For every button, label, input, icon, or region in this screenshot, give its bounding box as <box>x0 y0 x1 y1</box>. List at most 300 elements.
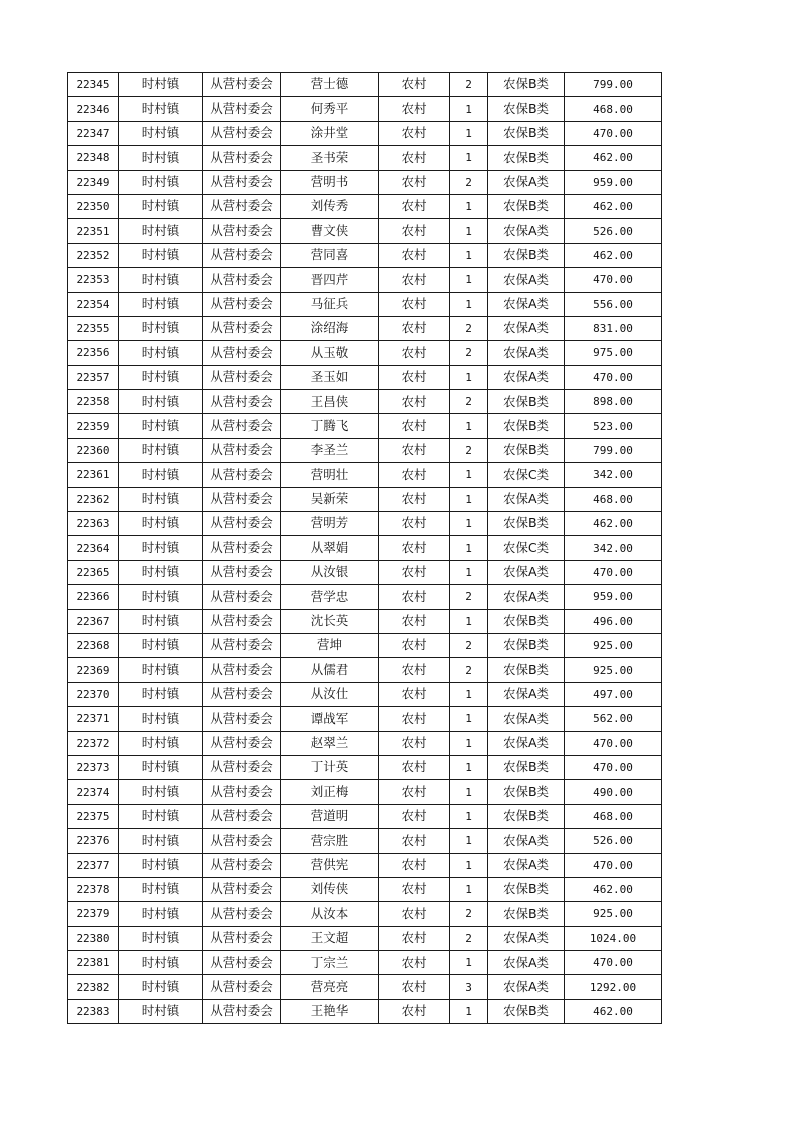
insurance-category-cell: 农保A类 <box>488 975 565 999</box>
amount-cell: 462.00 <box>565 243 662 267</box>
table-row <box>68 731 662 755</box>
household-type-cell: 农村 <box>379 536 450 560</box>
village-committee-cell: 从营村委会 <box>203 560 281 584</box>
person-name-cell: 从翠娟 <box>281 536 379 560</box>
village-committee-cell: 从营村委会 <box>203 219 281 243</box>
amount-cell: 556.00 <box>565 292 662 316</box>
member-count-cell: 2 <box>450 633 488 657</box>
record-id-cell: 22353 <box>68 268 119 292</box>
town-name-cell: 时村镇 <box>119 341 203 365</box>
record-id-cell: 22375 <box>68 804 119 828</box>
amount-cell: 925.00 <box>565 902 662 926</box>
insurance-category-cell: 农保B类 <box>488 609 565 633</box>
insurance-category-cell: 农保B类 <box>488 243 565 267</box>
member-count-cell: 1 <box>450 780 488 804</box>
member-count-cell: 1 <box>450 463 488 487</box>
table-row <box>68 438 662 462</box>
record-id-cell: 22382 <box>68 975 119 999</box>
table-row <box>68 877 662 901</box>
table-row <box>68 97 662 121</box>
amount-cell: 462.00 <box>565 999 662 1023</box>
person-name-cell: 营宗胜 <box>281 829 379 853</box>
record-id-cell: 22347 <box>68 121 119 145</box>
household-type-cell: 农村 <box>379 414 450 438</box>
record-id-cell: 22379 <box>68 902 119 926</box>
amount-cell: 898.00 <box>565 390 662 414</box>
record-id-cell: 22363 <box>68 512 119 536</box>
table-row <box>68 780 662 804</box>
insurance-category-cell: 农保A类 <box>488 926 565 950</box>
person-name-cell: 圣玉如 <box>281 365 379 389</box>
insurance-category-cell: 农保A类 <box>488 268 565 292</box>
household-type-cell: 农村 <box>379 463 450 487</box>
town-name-cell: 时村镇 <box>119 585 203 609</box>
village-committee-cell: 从营村委会 <box>203 975 281 999</box>
amount-cell: 470.00 <box>565 755 662 779</box>
person-name-cell: 王艳华 <box>281 999 379 1023</box>
member-count-cell: 1 <box>450 682 488 706</box>
town-name-cell: 时村镇 <box>119 390 203 414</box>
table-row <box>68 682 662 706</box>
household-type-cell: 农村 <box>379 999 450 1023</box>
household-type-cell: 农村 <box>379 121 450 145</box>
household-type-cell: 农村 <box>379 97 450 121</box>
insurance-category-cell: 农保A类 <box>488 731 565 755</box>
insurance-category-cell: 农保C类 <box>488 463 565 487</box>
person-name-cell: 马征兵 <box>281 292 379 316</box>
member-count-cell: 2 <box>450 73 488 97</box>
town-name-cell: 时村镇 <box>119 829 203 853</box>
record-id-cell: 22356 <box>68 341 119 365</box>
person-name-cell: 曹文侠 <box>281 219 379 243</box>
member-count-cell: 2 <box>450 390 488 414</box>
table-row <box>68 463 662 487</box>
village-committee-cell: 从营村委会 <box>203 926 281 950</box>
member-count-cell: 1 <box>450 609 488 633</box>
record-id-cell: 22368 <box>68 633 119 657</box>
person-name-cell: 王文超 <box>281 926 379 950</box>
village-committee-cell: 从营村委会 <box>203 633 281 657</box>
person-name-cell: 刘传侠 <box>281 877 379 901</box>
household-type-cell: 农村 <box>379 853 450 877</box>
town-name-cell: 时村镇 <box>119 121 203 145</box>
town-name-cell: 时村镇 <box>119 731 203 755</box>
insurance-category-cell: 农保B类 <box>488 97 565 121</box>
record-id-cell: 22359 <box>68 414 119 438</box>
town-name-cell: 时村镇 <box>119 194 203 218</box>
household-type-cell: 农村 <box>379 780 450 804</box>
village-committee-cell: 从营村委会 <box>203 268 281 292</box>
household-type-cell: 农村 <box>379 512 450 536</box>
insurance-category-cell: 农保A类 <box>488 829 565 853</box>
table-row <box>68 121 662 145</box>
record-id-cell: 22374 <box>68 780 119 804</box>
record-id-cell: 22367 <box>68 609 119 633</box>
amount-cell: 470.00 <box>565 951 662 975</box>
town-name-cell: 时村镇 <box>119 682 203 706</box>
person-name-cell: 谭战军 <box>281 707 379 731</box>
household-type-cell: 农村 <box>379 633 450 657</box>
town-name-cell: 时村镇 <box>119 804 203 828</box>
record-id-cell: 22349 <box>68 170 119 194</box>
village-committee-cell: 从营村委会 <box>203 487 281 511</box>
amount-cell: 470.00 <box>565 731 662 755</box>
table-row <box>68 560 662 584</box>
household-type-cell: 农村 <box>379 194 450 218</box>
table-row <box>68 536 662 560</box>
record-id-cell: 22345 <box>68 73 119 97</box>
household-type-cell: 农村 <box>379 365 450 389</box>
amount-cell: 462.00 <box>565 877 662 901</box>
village-committee-cell: 从营村委会 <box>203 97 281 121</box>
person-name-cell: 何秀平 <box>281 97 379 121</box>
record-id-cell: 22355 <box>68 316 119 340</box>
insurance-category-cell: 农保A类 <box>488 365 565 389</box>
member-count-cell: 1 <box>450 268 488 292</box>
member-count-cell: 1 <box>450 146 488 170</box>
member-count-cell: 2 <box>450 658 488 682</box>
table-row <box>68 292 662 316</box>
member-count-cell: 2 <box>450 316 488 340</box>
table-row <box>68 633 662 657</box>
insurance-category-cell: 农保B类 <box>488 633 565 657</box>
household-type-cell: 农村 <box>379 682 450 706</box>
insurance-category-cell: 农保A类 <box>488 682 565 706</box>
member-count-cell: 1 <box>450 755 488 779</box>
member-count-cell: 1 <box>450 560 488 584</box>
amount-cell: 342.00 <box>565 536 662 560</box>
town-name-cell: 时村镇 <box>119 487 203 511</box>
village-committee-cell: 从营村委会 <box>203 73 281 97</box>
person-name-cell: 丁腾飞 <box>281 414 379 438</box>
town-name-cell: 时村镇 <box>119 365 203 389</box>
records-table <box>67 72 662 1024</box>
member-count-cell: 1 <box>450 731 488 755</box>
village-committee-cell: 从营村委会 <box>203 390 281 414</box>
insurance-category-cell: 农保B类 <box>488 755 565 779</box>
village-committee-cell: 从营村委会 <box>203 755 281 779</box>
record-id-cell: 22361 <box>68 463 119 487</box>
record-id-cell: 22373 <box>68 755 119 779</box>
town-name-cell: 时村镇 <box>119 853 203 877</box>
amount-cell: 975.00 <box>565 341 662 365</box>
record-id-cell: 22378 <box>68 877 119 901</box>
household-type-cell: 农村 <box>379 658 450 682</box>
amount-cell: 925.00 <box>565 633 662 657</box>
table-row <box>68 829 662 853</box>
insurance-category-cell: 农保B类 <box>488 902 565 926</box>
amount-cell: 1024.00 <box>565 926 662 950</box>
record-id-cell: 22354 <box>68 292 119 316</box>
village-committee-cell: 从营村委会 <box>203 609 281 633</box>
insurance-category-cell: 农保C类 <box>488 536 565 560</box>
amount-cell: 470.00 <box>565 560 662 584</box>
household-type-cell: 农村 <box>379 951 450 975</box>
insurance-category-cell: 农保A类 <box>488 560 565 584</box>
village-committee-cell: 从营村委会 <box>203 780 281 804</box>
insurance-category-cell: 农保A类 <box>488 341 565 365</box>
member-count-cell: 1 <box>450 829 488 853</box>
member-count-cell: 1 <box>450 536 488 560</box>
person-name-cell: 营士德 <box>281 73 379 97</box>
amount-cell: 959.00 <box>565 585 662 609</box>
amount-cell: 496.00 <box>565 609 662 633</box>
village-committee-cell: 从营村委会 <box>203 243 281 267</box>
insurance-category-cell: 农保B类 <box>488 877 565 901</box>
town-name-cell: 时村镇 <box>119 268 203 292</box>
household-type-cell: 农村 <box>379 731 450 755</box>
insurance-category-cell: 农保A类 <box>488 951 565 975</box>
amount-cell: 526.00 <box>565 829 662 853</box>
town-name-cell: 时村镇 <box>119 999 203 1023</box>
amount-cell: 526.00 <box>565 219 662 243</box>
record-id-cell: 22360 <box>68 438 119 462</box>
household-type-cell: 农村 <box>379 146 450 170</box>
insurance-category-cell: 农保A类 <box>488 487 565 511</box>
record-id-cell: 22381 <box>68 951 119 975</box>
town-name-cell: 时村镇 <box>119 316 203 340</box>
insurance-category-cell: 农保B类 <box>488 414 565 438</box>
town-name-cell: 时村镇 <box>119 951 203 975</box>
record-id-cell: 22364 <box>68 536 119 560</box>
insurance-category-cell: 农保A类 <box>488 585 565 609</box>
person-name-cell: 营亮亮 <box>281 975 379 999</box>
record-id-cell: 22365 <box>68 560 119 584</box>
village-committee-cell: 从营村委会 <box>203 536 281 560</box>
amount-cell: 490.00 <box>565 780 662 804</box>
village-committee-cell: 从营村委会 <box>203 512 281 536</box>
table-row <box>68 951 662 975</box>
member-count-cell: 1 <box>450 804 488 828</box>
village-committee-cell: 从营村委会 <box>203 999 281 1023</box>
table-body <box>68 73 662 1024</box>
person-name-cell: 王昌侠 <box>281 390 379 414</box>
village-committee-cell: 从营村委会 <box>203 194 281 218</box>
table-row <box>68 853 662 877</box>
household-type-cell: 农村 <box>379 219 450 243</box>
insurance-category-cell: 农保B类 <box>488 194 565 218</box>
person-name-cell: 营道明 <box>281 804 379 828</box>
town-name-cell: 时村镇 <box>119 243 203 267</box>
table-row <box>68 755 662 779</box>
record-id-cell: 22366 <box>68 585 119 609</box>
person-name-cell: 从汝仕 <box>281 682 379 706</box>
amount-cell: 925.00 <box>565 658 662 682</box>
town-name-cell: 时村镇 <box>119 146 203 170</box>
amount-cell: 1292.00 <box>565 975 662 999</box>
insurance-category-cell: 农保A类 <box>488 219 565 243</box>
village-committee-cell: 从营村委会 <box>203 292 281 316</box>
amount-cell: 470.00 <box>565 365 662 389</box>
member-count-cell: 1 <box>450 194 488 218</box>
person-name-cell: 营明书 <box>281 170 379 194</box>
person-name-cell: 涂绍海 <box>281 316 379 340</box>
person-name-cell: 营明壮 <box>281 463 379 487</box>
person-name-cell: 涂井堂 <box>281 121 379 145</box>
person-name-cell: 吴新荣 <box>281 487 379 511</box>
household-type-cell: 农村 <box>379 438 450 462</box>
village-committee-cell: 从营村委会 <box>203 341 281 365</box>
record-id-cell: 22358 <box>68 390 119 414</box>
person-name-cell: 营坤 <box>281 633 379 657</box>
member-count-cell: 1 <box>450 243 488 267</box>
person-name-cell: 圣书荣 <box>281 146 379 170</box>
person-name-cell: 沈长英 <box>281 609 379 633</box>
village-committee-cell: 从营村委会 <box>203 829 281 853</box>
insurance-category-cell: 农保B类 <box>488 999 565 1023</box>
town-name-cell: 时村镇 <box>119 877 203 901</box>
table-row <box>68 316 662 340</box>
insurance-category-cell: 农保A类 <box>488 292 565 316</box>
amount-cell: 523.00 <box>565 414 662 438</box>
town-name-cell: 时村镇 <box>119 780 203 804</box>
household-type-cell: 农村 <box>379 390 450 414</box>
record-id-cell: 22370 <box>68 682 119 706</box>
table-row <box>68 975 662 999</box>
household-type-cell: 农村 <box>379 73 450 97</box>
insurance-category-cell: 农保B类 <box>488 658 565 682</box>
household-type-cell: 农村 <box>379 268 450 292</box>
household-type-cell: 农村 <box>379 707 450 731</box>
member-count-cell: 1 <box>450 707 488 731</box>
household-type-cell: 农村 <box>379 877 450 901</box>
person-name-cell: 从玉敬 <box>281 341 379 365</box>
member-count-cell: 2 <box>450 902 488 926</box>
record-id-cell: 22377 <box>68 853 119 877</box>
village-committee-cell: 从营村委会 <box>203 121 281 145</box>
amount-cell: 799.00 <box>565 438 662 462</box>
table-row <box>68 73 662 97</box>
village-committee-cell: 从营村委会 <box>203 853 281 877</box>
amount-cell: 470.00 <box>565 853 662 877</box>
household-type-cell: 农村 <box>379 170 450 194</box>
town-name-cell: 时村镇 <box>119 414 203 438</box>
town-name-cell: 时村镇 <box>119 512 203 536</box>
member-count-cell: 1 <box>450 121 488 145</box>
insurance-category-cell: 农保A类 <box>488 170 565 194</box>
insurance-category-cell: 农保B类 <box>488 390 565 414</box>
village-committee-cell: 从营村委会 <box>203 365 281 389</box>
insurance-category-cell: 农保A类 <box>488 707 565 731</box>
person-name-cell: 晋四芹 <box>281 268 379 292</box>
town-name-cell: 时村镇 <box>119 292 203 316</box>
member-count-cell: 1 <box>450 414 488 438</box>
household-type-cell: 农村 <box>379 292 450 316</box>
village-committee-cell: 从营村委会 <box>203 658 281 682</box>
table-row <box>68 707 662 731</box>
household-type-cell: 农村 <box>379 316 450 340</box>
person-name-cell: 刘传秀 <box>281 194 379 218</box>
village-committee-cell: 从营村委会 <box>203 463 281 487</box>
village-committee-cell: 从营村委会 <box>203 316 281 340</box>
member-count-cell: 2 <box>450 438 488 462</box>
insurance-category-cell: 农保B类 <box>488 512 565 536</box>
table-row <box>68 219 662 243</box>
table-row <box>68 243 662 267</box>
household-type-cell: 农村 <box>379 585 450 609</box>
member-count-cell: 1 <box>450 97 488 121</box>
household-type-cell: 农村 <box>379 902 450 926</box>
record-id-cell: 22352 <box>68 243 119 267</box>
village-committee-cell: 从营村委会 <box>203 707 281 731</box>
amount-cell: 470.00 <box>565 268 662 292</box>
table-row <box>68 341 662 365</box>
household-type-cell: 农村 <box>379 243 450 267</box>
household-type-cell: 农村 <box>379 341 450 365</box>
amount-cell: 959.00 <box>565 170 662 194</box>
amount-cell: 468.00 <box>565 804 662 828</box>
insurance-category-cell: 农保B类 <box>488 804 565 828</box>
person-name-cell: 丁宗兰 <box>281 951 379 975</box>
town-name-cell: 时村镇 <box>119 975 203 999</box>
member-count-cell: 2 <box>450 926 488 950</box>
amount-cell: 468.00 <box>565 97 662 121</box>
table-row <box>68 658 662 682</box>
insurance-category-cell: 农保A类 <box>488 853 565 877</box>
member-count-cell: 1 <box>450 877 488 901</box>
village-committee-cell: 从营村委会 <box>203 731 281 755</box>
table-row <box>68 999 662 1023</box>
record-id-cell: 22350 <box>68 194 119 218</box>
table-row <box>68 390 662 414</box>
village-committee-cell: 从营村委会 <box>203 585 281 609</box>
table-row <box>68 926 662 950</box>
town-name-cell: 时村镇 <box>119 609 203 633</box>
town-name-cell: 时村镇 <box>119 658 203 682</box>
member-count-cell: 1 <box>450 365 488 389</box>
person-name-cell: 营学忠 <box>281 585 379 609</box>
insurance-category-cell: 农保B类 <box>488 73 565 97</box>
household-type-cell: 农村 <box>379 755 450 779</box>
amount-cell: 831.00 <box>565 316 662 340</box>
insurance-category-cell: 农保A类 <box>488 316 565 340</box>
member-count-cell: 2 <box>450 585 488 609</box>
record-id-cell: 22383 <box>68 999 119 1023</box>
table-row <box>68 170 662 194</box>
town-name-cell: 时村镇 <box>119 219 203 243</box>
village-committee-cell: 从营村委会 <box>203 877 281 901</box>
town-name-cell: 时村镇 <box>119 536 203 560</box>
amount-cell: 497.00 <box>565 682 662 706</box>
household-type-cell: 农村 <box>379 829 450 853</box>
household-type-cell: 农村 <box>379 975 450 999</box>
table-row <box>68 804 662 828</box>
member-count-cell: 1 <box>450 512 488 536</box>
insurance-category-cell: 农保B类 <box>488 438 565 462</box>
person-name-cell: 刘正梅 <box>281 780 379 804</box>
table-row <box>68 609 662 633</box>
town-name-cell: 时村镇 <box>119 926 203 950</box>
town-name-cell: 时村镇 <box>119 97 203 121</box>
household-type-cell: 农村 <box>379 487 450 511</box>
person-name-cell: 李圣兰 <box>281 438 379 462</box>
member-count-cell: 1 <box>450 853 488 877</box>
table-row <box>68 487 662 511</box>
table-row <box>68 146 662 170</box>
amount-cell: 462.00 <box>565 146 662 170</box>
town-name-cell: 时村镇 <box>119 902 203 926</box>
record-id-cell: 22357 <box>68 365 119 389</box>
table-row <box>68 268 662 292</box>
amount-cell: 562.00 <box>565 707 662 731</box>
record-id-cell: 22380 <box>68 926 119 950</box>
person-name-cell: 营供宪 <box>281 853 379 877</box>
table-row <box>68 902 662 926</box>
table-row <box>68 512 662 536</box>
village-committee-cell: 从营村委会 <box>203 146 281 170</box>
record-id-cell: 22369 <box>68 658 119 682</box>
insurance-category-cell: 农保B类 <box>488 121 565 145</box>
